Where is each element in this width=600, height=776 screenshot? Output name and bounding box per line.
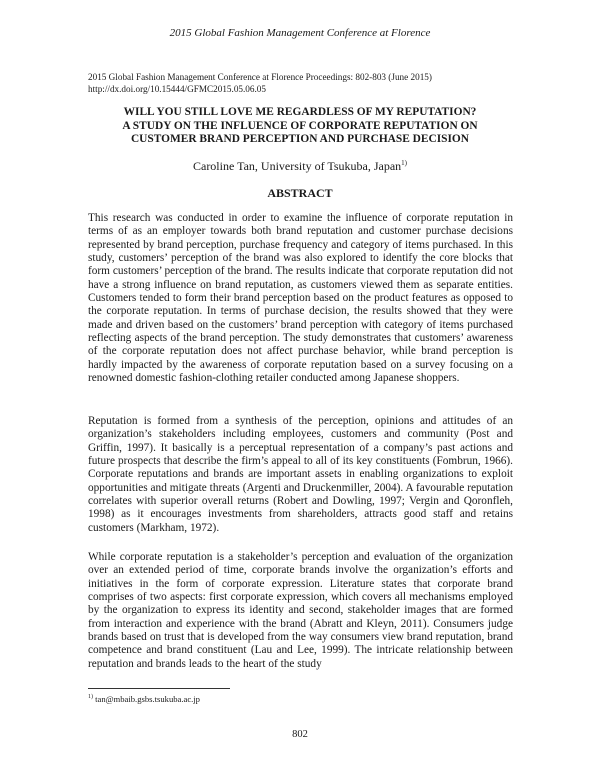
doi-line: http://dx.doi.org/10.15444/GFMC2015.05.06.05 <box>88 84 266 94</box>
abstract-paragraph: This research was conducted in order to examine the influence of corporate reputation in terms of as an employer towards both brand reputation and customer purchase decisions represented by brand perception, purchase frequency and category of items purchased. In this study, customers’ perception of the brand was also explored to identify the core blocks that form customers’ perception of the brand. The results indicate that corporate reputation did not have a strong influence on brand reputation, as customers viewed them as separate entities. Customers tended to form their brand perception based on the product features as opposed to the corporate reputation. In terms of purchase decision, the results showed that they were made and driven based on the customers’ brand perception with category of items purchased reflecting aspects of the brand perception. The study demonstrates that customers’ awareness of the corporate reputation does not affect purchase behavior, while brand perception is hardly impacted by the awareness of corporate reputation based on a survey focusing on a renowned domestic fashion-clothing retailer conducted among Japanese shoppers. <box>88 212 513 385</box>
footnote-divider <box>88 688 230 689</box>
abstract-heading: ABSTRACT <box>267 186 333 200</box>
abstract-paragraph: Reputation is formed from a synthesis of the perception, opinions and attitudes of an organization’s stakeholders including employees, customers and community (Post and Griffin, 1997). It basically is a perceptual representation of a company’s past actions and future prospects that describe the firm’s appeal to all of its key constituents (Fombrun, 1966). Corporate reputations and brands are important assets in enabling organizations to exploit opportunities and mitigate threats (Argenti and Druckenmiller, 2004). A favourable reputation correlates with superior overall returns (Robert and Dowling, 1997; Vergin and Qoronfleh, 1998) as it encourages investments from shareholders, attracts good staff and retains customers (Markham, 1972). <box>88 415 513 534</box>
author-name: Caroline Tan, University of Tsukuba, Japan <box>192 159 402 173</box>
footnote-marker: 1) <box>88 694 93 701</box>
title-line: WILL YOU STILL LOVE ME REGARDLESS OF MY REPUTATION? <box>123 106 477 118</box>
citation-line: 2015 Global Fashion Management Conference at Florence Proceedings: 802-803 (June 2015) <box>88 72 432 82</box>
citation-block <box>88 71 432 95</box>
author-footnote-marker: 1) <box>401 159 407 167</box>
title-line: A STUDY ON THE INFLUENCE OF CORPORATE REPUTATION ON <box>122 119 478 132</box>
footnote-email: tan@mbaib.gsbs.tsukuba.ac.jp <box>93 694 200 704</box>
running-header: 2015 Global Fashion Management Conference at Florence <box>169 27 431 39</box>
footnote <box>88 694 200 704</box>
title-line: CUSTOMER BRAND PERCEPTION AND PURCHASE DECISION <box>130 133 470 145</box>
paper-title <box>88 106 512 147</box>
author-line <box>88 159 512 174</box>
abstract-paragraph: While corporate reputation is a stakeholder’s perception and evaluation of the organization over an extended period of time, corporate brands involve the organization’s efforts and initiatives in the form of corporate expression. Literature states that corporate brand comprises of two aspects: first corporate expression, which covers all mechanisms employed by the organization to express its identity and second, stakeholder images that are formed from interaction and experience with the brand (Abratt and Kleyn, 2011). Consumers judge brands based on trust that is developed from the way consumers view brand reputation, brand competence and brand constituent (Lau and Lee, 1999). The intricate relationship between reputation and brands leads to the heart of the study <box>88 551 513 670</box>
page-number: 802 <box>292 729 308 740</box>
